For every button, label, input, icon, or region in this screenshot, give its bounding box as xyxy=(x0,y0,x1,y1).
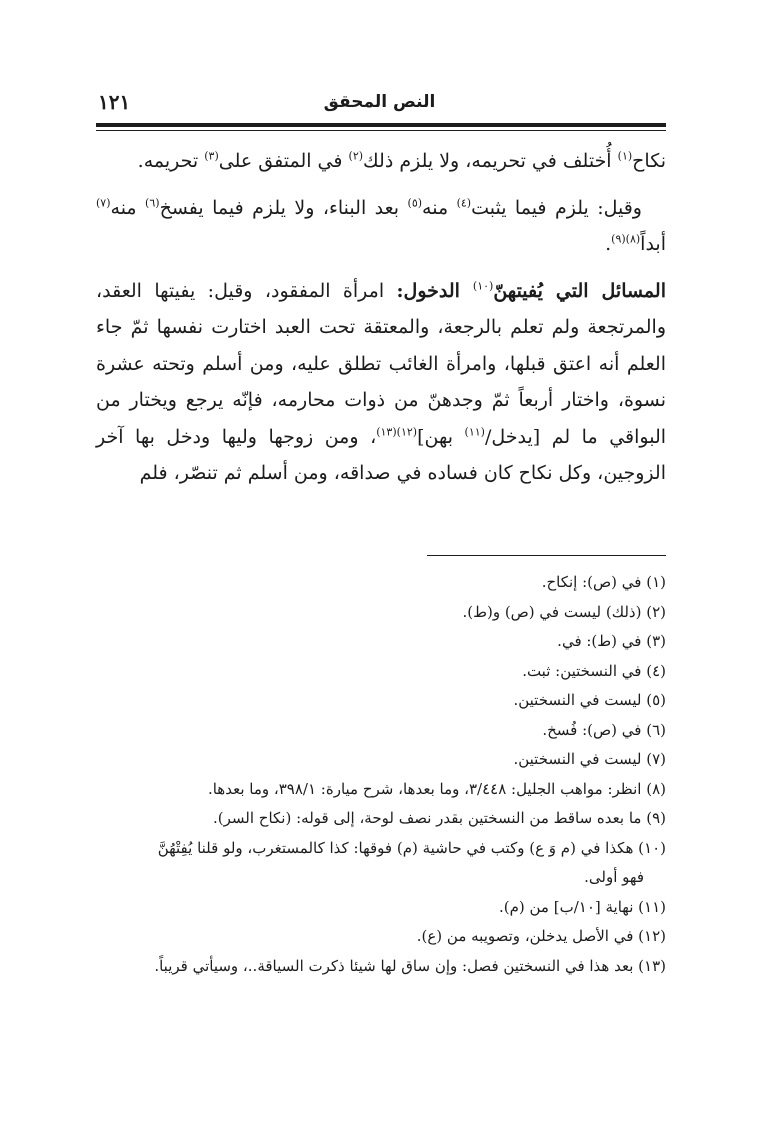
running-header-title: النص المحقق xyxy=(323,92,436,112)
footnote-ref-2: (٢) xyxy=(348,149,364,163)
footnote-5: (٥) ليست في النسختين. xyxy=(513,691,666,709)
footnote-8: (٨) انظر: مواهب الجليل: ٣/٤٤٨، وما بعدها، شرح ميارة: ٣٩٨/١، وما بعدها. xyxy=(207,779,666,798)
header-rule-thin xyxy=(96,130,666,131)
text-run: أُختلف في تحريمه، ولا يلزم ذلك xyxy=(363,150,618,172)
footnote-ref-5: (٥) xyxy=(407,196,423,210)
section-heading: المسائل التي يُفيتهنّ xyxy=(493,279,666,302)
footnote-ref-11: (١١) xyxy=(464,425,485,439)
footnote-separator xyxy=(427,555,666,556)
footnote-2: (٢) (ذلك) ليست في (ص) و(ط). xyxy=(462,602,666,621)
footnote-ref-9: (٩) xyxy=(611,232,626,246)
text-run: تحريمه. xyxy=(137,150,205,172)
footnote-ref-13: (١٣) xyxy=(376,425,397,439)
footnote-6: (٦) في (ص): فُسخ. xyxy=(542,720,666,739)
paragraph-3 xyxy=(96,273,666,492)
footnote-ref-6: (٦) xyxy=(145,196,160,210)
footnote-10-continuation: فهو أولى. xyxy=(584,868,644,886)
paragraph-2 xyxy=(96,190,666,263)
text-run: . xyxy=(605,233,612,255)
page-number: ١٢١ xyxy=(98,90,131,114)
section-heading-cont: الدخول: xyxy=(396,279,473,302)
footnote-13: (١٣) بعد هذا في النسختين فصل: وإن ساق لها شيئا ذكرت السياقة..، وسيأتي قريباً. xyxy=(154,956,666,975)
text-run: منه xyxy=(110,196,146,219)
footnote-ref-10: (١٠) xyxy=(472,279,494,293)
text-run: أبداً xyxy=(640,233,666,255)
text-run: ، ومن زوجها وليها ودخل بها آخر الزوجين، وكل نكاح كان فساده في صداقه، ومن أسلم ثم تنصّر، فلم xyxy=(96,425,666,484)
text-run: في المتفق على xyxy=(218,150,349,172)
footnote-ref-8: (٨) xyxy=(625,232,641,246)
footnote-4: (٤) في النسختين: ثبت. xyxy=(522,661,666,680)
footnote-ref-4: (٤) xyxy=(456,196,472,210)
paragraph-1 xyxy=(96,143,666,180)
footnote-12: (١٢) في الأصل يدخلن، وتصويبه من (ع). xyxy=(416,927,666,945)
text-run: نكاح xyxy=(632,150,666,172)
footnote-ref-3: (٣) xyxy=(204,149,219,163)
footnote-10: (١٠) هكذا في (م وَ ع) وكتب في حاشية (م) فوقها: كذا كالمستغرب، ولو قلنا يُفِتْهُنَّ xyxy=(157,838,666,857)
footnote-ref-12: (١٢) xyxy=(396,425,418,439)
footnote-7: (٧) ليست في النسختين. xyxy=(513,750,666,768)
text-run: امرأة المفقود، وقيل: يفيتها العقد، والمرتجعة ولم تعلم بالرجعة، والمعتقة تحت العبد اختارت نفسها ثمّ جاء العلم أنه اعتق قبلها، وامرأة الغائب تطلق عليه، ومن أسلم وتحته عشرة نسوة، واختار أربعاً ثمّ وجدهنّ من ذوات محارمه، فإنّه يرجع ويختار من البواقي ما لم [يدخل/ xyxy=(96,279,667,448)
text-run: بعد البناء، ولا يلزم فيما يفسخ xyxy=(159,196,408,219)
footnote-ref-7: (٧) xyxy=(96,196,111,210)
footnote-11: (١١) نهاية [١٠/ب] من (م). xyxy=(498,897,666,916)
footnotes xyxy=(112,568,666,981)
text-run: منه xyxy=(422,196,457,219)
text-run: وقيل: يلزم فيما يثبت xyxy=(471,196,642,219)
header-rule-thick xyxy=(96,123,666,127)
text-run: بهن] xyxy=(417,425,465,448)
footnote-ref-1: (١) xyxy=(617,149,633,163)
footnote-9: (٩) ما بعده ساقط من النسختين بقدر نصف لوحة، إلى قوله: (نكاح السر). xyxy=(212,809,666,827)
footnote-1: (١) في (ص): إنكاح. xyxy=(541,573,666,591)
footnote-3: (٣) في (ط): في. xyxy=(557,632,666,650)
main-text xyxy=(96,143,666,502)
